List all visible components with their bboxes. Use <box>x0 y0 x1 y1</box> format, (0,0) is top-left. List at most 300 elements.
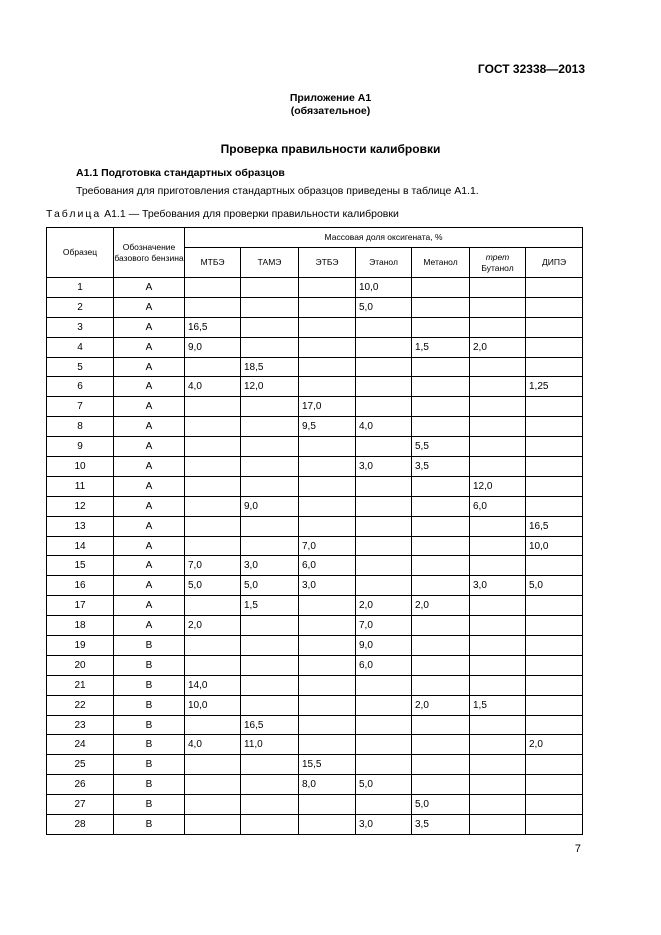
tame-value <box>241 675 299 695</box>
tame-value <box>241 337 299 357</box>
sample-number: 16 <box>47 576 114 596</box>
dipe-value: 2,0 <box>526 735 583 755</box>
methanol-value: 3,5 <box>412 815 470 835</box>
ethanol-value <box>356 576 412 596</box>
subsection-title: А1.1 Подготовка стандартных образцов <box>76 167 285 179</box>
etbe-value <box>299 297 356 317</box>
tert-butanol-value <box>470 715 526 735</box>
table-row <box>47 616 583 636</box>
sample-number: 3 <box>47 317 114 337</box>
methanol-value: 5,5 <box>412 437 470 457</box>
dipe-value <box>526 655 583 675</box>
tame-value <box>241 457 299 477</box>
tame-value: 16,5 <box>241 715 299 735</box>
header-mass-fraction: Массовая доля оксигената, % <box>185 228 583 248</box>
ethanol-value <box>356 337 412 357</box>
dipe-value <box>526 476 583 496</box>
ethanol-value <box>356 397 412 417</box>
tert-butanol-value <box>470 377 526 397</box>
ethanol-value <box>356 437 412 457</box>
tame-value <box>241 476 299 496</box>
tert-butanol-value <box>470 735 526 755</box>
etbe-value: 8,0 <box>299 775 356 795</box>
etbe-value <box>299 278 356 298</box>
tame-value: 12,0 <box>241 377 299 397</box>
tert-butanol-value: 12,0 <box>470 476 526 496</box>
base-fuel: А <box>114 516 185 536</box>
tame-value: 3,0 <box>241 556 299 576</box>
table-row <box>47 377 583 397</box>
table-row <box>47 417 583 437</box>
dipe-value <box>526 795 583 815</box>
header-ethanol: Этанол <box>356 248 412 278</box>
etbe-value <box>299 476 356 496</box>
header-dipe: ДИПЭ <box>526 248 583 278</box>
tame-value <box>241 297 299 317</box>
mtbe-value <box>185 417 241 437</box>
tame-value <box>241 397 299 417</box>
methanol-value <box>412 297 470 317</box>
page-number: 7 <box>574 843 581 855</box>
mtbe-value <box>185 437 241 457</box>
mtbe-value <box>185 715 241 735</box>
dipe-value <box>526 815 583 835</box>
methanol-value <box>412 636 470 656</box>
etbe-value <box>299 675 356 695</box>
sample-number: 8 <box>47 417 114 437</box>
etbe-value <box>299 357 356 377</box>
table-row <box>47 496 583 516</box>
header-etbe: ЭТБЭ <box>299 248 356 278</box>
ethanol-value <box>356 516 412 536</box>
tert-butanol-value: 1,5 <box>470 695 526 715</box>
section-title: Проверка правильности калибровки <box>220 142 441 156</box>
tame-value: 9,0 <box>241 496 299 516</box>
mtbe-value <box>185 278 241 298</box>
dipe-value: 5,0 <box>526 576 583 596</box>
methanol-value: 2,0 <box>412 695 470 715</box>
dipe-value <box>526 695 583 715</box>
sample-number: 24 <box>47 735 114 755</box>
tert-butanol-value <box>470 536 526 556</box>
mtbe-value: 14,0 <box>185 675 241 695</box>
header-mtbe: МТБЭ <box>185 248 241 278</box>
etbe-value <box>299 437 356 457</box>
tert-butanol-value <box>470 397 526 417</box>
table-row <box>47 715 583 735</box>
header-tert: трет <box>485 251 510 262</box>
sample-number: 18 <box>47 616 114 636</box>
table-row <box>47 576 583 596</box>
dipe-value <box>526 636 583 656</box>
tert-butanol-value <box>470 437 526 457</box>
base-fuel: А <box>114 337 185 357</box>
base-fuel: В <box>114 695 185 715</box>
dipe-value <box>526 556 583 576</box>
etbe-value <box>299 457 356 477</box>
sample-number: 4 <box>47 337 114 357</box>
table-row <box>47 317 583 337</box>
table-body <box>47 278 583 835</box>
mtbe-value <box>185 457 241 477</box>
table-row <box>47 476 583 496</box>
ethanol-value: 4,0 <box>356 417 412 437</box>
mtbe-value: 2,0 <box>185 616 241 636</box>
tame-value <box>241 278 299 298</box>
mtbe-value: 7,0 <box>185 556 241 576</box>
etbe-value: 3,0 <box>299 576 356 596</box>
etbe-value <box>299 496 356 516</box>
base-fuel: А <box>114 377 185 397</box>
dipe-value <box>526 417 583 437</box>
etbe-value <box>299 735 356 755</box>
methanol-value <box>412 536 470 556</box>
table-row <box>47 357 583 377</box>
header-methanol: Метанол <box>412 248 470 278</box>
dipe-value <box>526 457 583 477</box>
tame-value <box>241 695 299 715</box>
sample-number: 7 <box>47 397 114 417</box>
ethanol-value <box>356 536 412 556</box>
table-row <box>47 516 583 536</box>
mtbe-value <box>185 655 241 675</box>
base-fuel: А <box>114 596 185 616</box>
calibration-table <box>46 227 583 835</box>
mtbe-value <box>185 516 241 536</box>
base-fuel: В <box>114 655 185 675</box>
mtbe-value: 4,0 <box>185 377 241 397</box>
sample-number: 25 <box>47 755 114 775</box>
tert-butanol-value <box>470 556 526 576</box>
header-tame: ТАМЭ <box>241 248 299 278</box>
table-row <box>47 755 583 775</box>
base-fuel: А <box>114 457 185 477</box>
sample-number: 20 <box>47 655 114 675</box>
base-fuel: А <box>114 297 185 317</box>
tame-value <box>241 775 299 795</box>
sample-number: 2 <box>47 297 114 317</box>
tert-butanol-value <box>470 317 526 337</box>
tert-butanol-value <box>470 417 526 437</box>
dipe-value <box>526 596 583 616</box>
tame-value: 5,0 <box>241 576 299 596</box>
table-row <box>47 636 583 656</box>
etbe-value <box>299 655 356 675</box>
tame-value <box>241 417 299 437</box>
tert-butanol-value: 2,0 <box>470 337 526 357</box>
table-row <box>47 536 583 556</box>
ethanol-value <box>356 496 412 516</box>
ethanol-value: 2,0 <box>356 596 412 616</box>
ethanol-value <box>356 695 412 715</box>
document-code: ГОСТ 32338—2013 <box>477 62 585 76</box>
mtbe-value: 4,0 <box>185 735 241 755</box>
dipe-value: 16,5 <box>526 516 583 536</box>
header-base-fuel: Обозначение базового бензина <box>114 228 185 278</box>
etbe-value <box>299 616 356 636</box>
header-butanol: Бутанол <box>481 262 514 273</box>
tert-butanol-value <box>470 636 526 656</box>
etbe-value: 17,0 <box>299 397 356 417</box>
base-fuel: А <box>114 536 185 556</box>
methanol-value: 2,0 <box>412 596 470 616</box>
ethanol-value: 10,0 <box>356 278 412 298</box>
table-row <box>47 675 583 695</box>
methanol-value <box>412 417 470 437</box>
mtbe-value: 10,0 <box>185 695 241 715</box>
dipe-value <box>526 317 583 337</box>
tame-value <box>241 536 299 556</box>
header-sample: Образец <box>47 228 114 278</box>
etbe-value: 6,0 <box>299 556 356 576</box>
sample-number: 28 <box>47 815 114 835</box>
annex-title: Приложение А1 <box>289 92 372 104</box>
base-fuel: А <box>114 496 185 516</box>
etbe-value <box>299 715 356 735</box>
tert-butanol-value <box>470 675 526 695</box>
header-tert-butanol <box>470 248 526 278</box>
tame-value <box>241 815 299 835</box>
dipe-value <box>526 337 583 357</box>
etbe-value <box>299 596 356 616</box>
tame-value <box>241 755 299 775</box>
ethanol-value: 3,0 <box>356 457 412 477</box>
tert-butanol-value <box>470 297 526 317</box>
annex-status: (обязательное) <box>290 105 371 117</box>
etbe-value <box>299 337 356 357</box>
sample-number: 9 <box>47 437 114 457</box>
sample-number: 23 <box>47 715 114 735</box>
methanol-value <box>412 516 470 536</box>
tame-value: 18,5 <box>241 357 299 377</box>
table-row <box>47 278 583 298</box>
etbe-value <box>299 795 356 815</box>
dipe-value <box>526 675 583 695</box>
base-fuel: В <box>114 775 185 795</box>
etbe-value: 15,5 <box>299 755 356 775</box>
etbe-value <box>299 377 356 397</box>
tert-butanol-value <box>470 655 526 675</box>
table-row <box>47 775 583 795</box>
tert-butanol-value <box>470 795 526 815</box>
table-caption-text: А1.1 — Требования для проверки правильности калибровки <box>101 208 399 220</box>
methanol-value <box>412 755 470 775</box>
mtbe-value <box>185 795 241 815</box>
methanol-value <box>412 397 470 417</box>
tame-value <box>241 437 299 457</box>
ethanol-value <box>356 317 412 337</box>
mtbe-value: 5,0 <box>185 576 241 596</box>
ethanol-value <box>356 377 412 397</box>
sample-number: 15 <box>47 556 114 576</box>
base-fuel: В <box>114 675 185 695</box>
table-row <box>47 735 583 755</box>
methanol-value <box>412 377 470 397</box>
base-fuel: А <box>114 437 185 457</box>
ethanol-value <box>356 795 412 815</box>
tert-butanol-value <box>470 516 526 536</box>
tert-butanol-value: 3,0 <box>470 576 526 596</box>
dipe-value <box>526 357 583 377</box>
base-fuel: А <box>114 616 185 636</box>
methanol-value: 1,5 <box>412 337 470 357</box>
mtbe-value <box>185 755 241 775</box>
base-fuel: А <box>114 397 185 417</box>
methanol-value <box>412 715 470 735</box>
tert-butanol-value <box>470 278 526 298</box>
table-row <box>47 655 583 675</box>
table-row <box>47 297 583 317</box>
table-caption-prefix: Таблица <box>46 208 102 220</box>
sample-number: 11 <box>47 476 114 496</box>
dipe-value <box>526 755 583 775</box>
dipe-value: 1,25 <box>526 377 583 397</box>
ethanol-value: 5,0 <box>356 297 412 317</box>
base-fuel: А <box>114 357 185 377</box>
etbe-value <box>299 516 356 536</box>
methanol-value <box>412 655 470 675</box>
table-row <box>47 596 583 616</box>
ethanol-value: 9,0 <box>356 636 412 656</box>
etbe-value <box>299 636 356 656</box>
table-caption <box>46 208 399 220</box>
tert-butanol-value: 6,0 <box>470 496 526 516</box>
etbe-value <box>299 815 356 835</box>
dipe-value <box>526 775 583 795</box>
ethanol-value <box>356 357 412 377</box>
base-fuel: В <box>114 636 185 656</box>
mtbe-value <box>185 596 241 616</box>
sample-number: 19 <box>47 636 114 656</box>
dipe-value <box>526 437 583 457</box>
ethanol-value: 3,0 <box>356 815 412 835</box>
mtbe-value <box>185 397 241 417</box>
mtbe-value <box>185 775 241 795</box>
base-fuel: А <box>114 317 185 337</box>
base-fuel: В <box>114 795 185 815</box>
ethanol-value <box>356 735 412 755</box>
base-fuel: В <box>114 815 185 835</box>
ethanol-value <box>356 715 412 735</box>
mtbe-value <box>185 536 241 556</box>
table-row <box>47 437 583 457</box>
mtbe-value: 16,5 <box>185 317 241 337</box>
annex-heading <box>0 92 661 118</box>
tame-value <box>241 516 299 536</box>
methanol-value <box>412 278 470 298</box>
etbe-value <box>299 317 356 337</box>
base-fuel: А <box>114 417 185 437</box>
table-row <box>47 397 583 417</box>
mtbe-value <box>185 636 241 656</box>
tert-butanol-value <box>470 616 526 636</box>
mtbe-value <box>185 815 241 835</box>
tame-value: 1,5 <box>241 596 299 616</box>
methanol-value <box>412 616 470 636</box>
sample-number: 27 <box>47 795 114 815</box>
tame-value <box>241 655 299 675</box>
sample-number: 26 <box>47 775 114 795</box>
ethanol-value: 6,0 <box>356 655 412 675</box>
ethanol-value <box>356 556 412 576</box>
dipe-value <box>526 496 583 516</box>
intro-paragraph: Требования для приготовления стандартных образцов приведены в таблице А1.1. <box>76 185 479 197</box>
sample-number: 13 <box>47 516 114 536</box>
mtbe-value <box>185 297 241 317</box>
methanol-value <box>412 735 470 755</box>
base-fuel: А <box>114 278 185 298</box>
mtbe-value <box>185 496 241 516</box>
methanol-value <box>412 357 470 377</box>
dipe-value <box>526 297 583 317</box>
tame-value: 11,0 <box>241 735 299 755</box>
dipe-value <box>526 278 583 298</box>
tert-butanol-value <box>470 596 526 616</box>
sample-number: 12 <box>47 496 114 516</box>
table-row <box>47 815 583 835</box>
sample-number: 6 <box>47 377 114 397</box>
dipe-value <box>526 616 583 636</box>
sample-number: 21 <box>47 675 114 695</box>
dipe-value: 10,0 <box>526 536 583 556</box>
base-fuel: В <box>114 735 185 755</box>
base-fuel: В <box>114 715 185 735</box>
sample-number: 10 <box>47 457 114 477</box>
tert-butanol-value <box>470 815 526 835</box>
methanol-value: 5,0 <box>412 795 470 815</box>
etbe-value: 9,5 <box>299 417 356 437</box>
sample-number: 14 <box>47 536 114 556</box>
etbe-value: 7,0 <box>299 536 356 556</box>
table-row <box>47 337 583 357</box>
table-row <box>47 695 583 715</box>
sample-number: 22 <box>47 695 114 715</box>
methanol-value: 3,5 <box>412 457 470 477</box>
base-fuel: А <box>114 576 185 596</box>
tert-butanol-value <box>470 457 526 477</box>
methanol-value <box>412 496 470 516</box>
methanol-value <box>412 476 470 496</box>
tame-value <box>241 795 299 815</box>
methanol-value <box>412 775 470 795</box>
sample-number: 1 <box>47 278 114 298</box>
methanol-value <box>412 576 470 596</box>
etbe-value <box>299 695 356 715</box>
tert-butanol-value <box>470 775 526 795</box>
tame-value <box>241 317 299 337</box>
ethanol-value <box>356 755 412 775</box>
mtbe-value: 9,0 <box>185 337 241 357</box>
ethanol-value: 5,0 <box>356 775 412 795</box>
methanol-value <box>412 675 470 695</box>
mtbe-value <box>185 476 241 496</box>
ethanol-value <box>356 476 412 496</box>
ethanol-value: 7,0 <box>356 616 412 636</box>
sample-number: 5 <box>47 357 114 377</box>
dipe-value <box>526 715 583 735</box>
base-fuel: В <box>114 755 185 775</box>
table-row <box>47 457 583 477</box>
base-fuel: А <box>114 476 185 496</box>
ethanol-value <box>356 675 412 695</box>
base-fuel: А <box>114 556 185 576</box>
table-row <box>47 556 583 576</box>
tame-value <box>241 636 299 656</box>
table-row <box>47 795 583 815</box>
methanol-value <box>412 317 470 337</box>
tame-value <box>241 616 299 636</box>
sample-number: 17 <box>47 596 114 616</box>
